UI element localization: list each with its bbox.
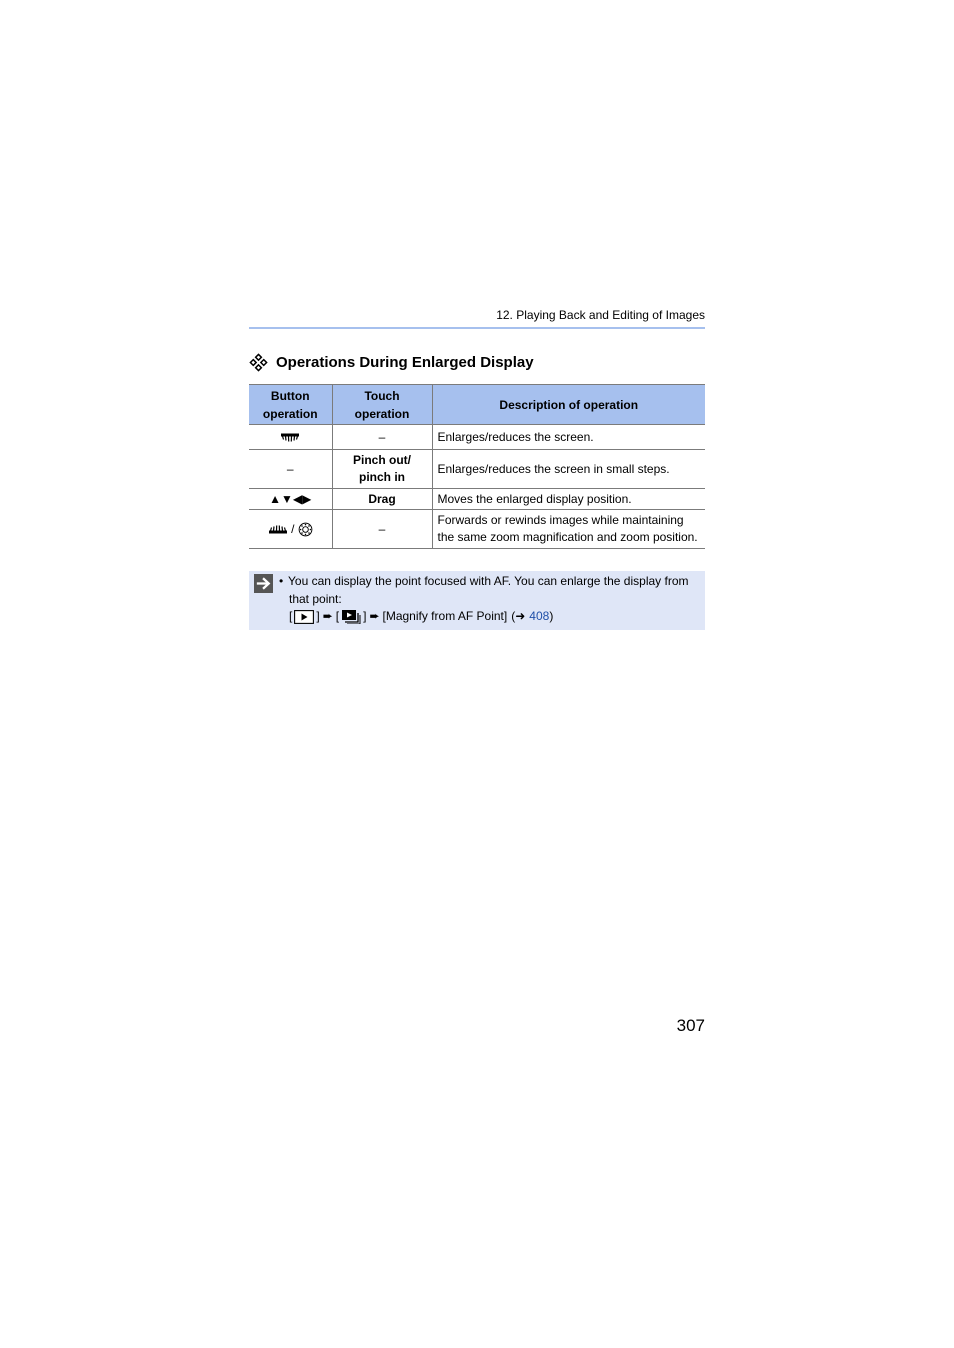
bullet: • <box>279 574 284 588</box>
touch-cell: – <box>332 425 432 450</box>
arrow-right-icon <box>254 574 273 593</box>
button-cell: – <box>249 450 332 489</box>
touch-cell: Drag <box>332 489 432 510</box>
table-row <box>249 450 705 489</box>
note-text <box>279 573 699 626</box>
section-heading <box>249 353 534 372</box>
section-title: Operations During Enlarged Display <box>276 354 534 371</box>
table-row <box>249 489 705 510</box>
front-dial-icon <box>280 433 300 442</box>
button-cell: ▲▼◀▶ <box>249 489 332 510</box>
touch-cell: Pinch out/ pinch in <box>332 450 432 489</box>
path-arrow: ➨ <box>369 609 380 623</box>
header-button-operation: Button operation <box>249 385 332 425</box>
description-cell: Moves the enlarged display position. <box>432 489 705 510</box>
playback-icon <box>294 610 314 624</box>
table-row <box>249 510 705 549</box>
touch-cell: – <box>332 510 432 549</box>
note-box <box>249 571 705 630</box>
description-cell: Enlarges/reduces the screen. <box>432 425 705 450</box>
menu-item-magnify-from-af-point: [Magnify from AF Point] <box>382 609 508 623</box>
header-description: Description of operation <box>432 385 705 425</box>
icon-separator: / <box>291 521 295 536</box>
header-rule <box>249 327 705 329</box>
button-cell <box>249 425 332 450</box>
playback-menu-icon <box>341 609 361 624</box>
table-row <box>249 425 705 450</box>
table-header-row <box>249 385 705 425</box>
menu-path: [ ] ➨ [ ] ➨ [Magnify from AF Point] (➜ 408 ) <box>279 608 699 626</box>
chapter-header: 12. Playing Back and Editing of Images <box>496 308 705 322</box>
path-arrow: ➨ <box>322 609 333 623</box>
rear-dial-icon <box>268 525 288 534</box>
button-cell <box>249 510 332 549</box>
note-line-1: • You can display the point focused with AF. You can enlarge the display from <box>279 573 699 591</box>
operations-table <box>249 384 705 549</box>
header-touch-operation: Touch operation <box>332 385 432 425</box>
description-cell: Enlarges/reduces the screen in small steps. <box>432 450 705 489</box>
page-reference-link[interactable]: 408 <box>529 609 550 623</box>
page-number: 307 <box>676 1016 705 1035</box>
note-line-2: that point: <box>289 591 342 606</box>
diamond-cluster-icon <box>249 353 268 372</box>
description-cell: Forwards or rewinds images while maintaining the same zoom magnification and zoom position. <box>432 510 705 549</box>
control-dial-icon <box>298 522 313 537</box>
